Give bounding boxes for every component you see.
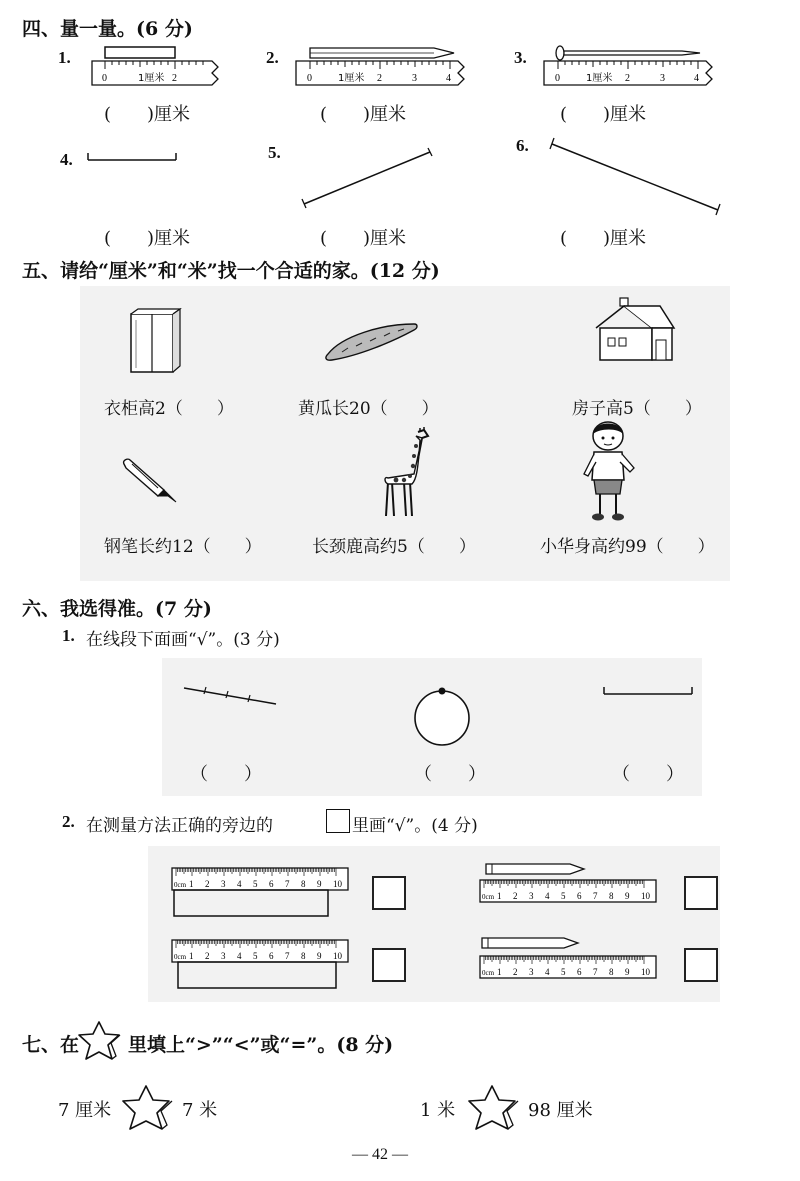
ruler-measure-2	[294, 44, 474, 90]
item-number: 5.	[268, 143, 281, 162]
item-number: 1.	[58, 48, 71, 67]
answer-blank[interactable]: （ ）	[414, 764, 486, 785]
ruler-tick-label: 4	[545, 967, 550, 977]
ruler-tick-label: 0cm	[174, 881, 187, 889]
wardrobe-icon	[128, 308, 184, 378]
ruler-tick-label: 1	[497, 891, 502, 901]
ruler-label: 2	[625, 73, 630, 84]
ruler-label: 0	[307, 73, 312, 84]
answer-blank[interactable]: （ ）	[190, 764, 262, 785]
measure-label[interactable]: 小华身高约99（ ）	[540, 537, 715, 557]
question-number: 1.	[62, 626, 75, 645]
ruler-tick-label: 4	[237, 879, 242, 889]
ruler-label: 3	[412, 73, 417, 84]
broken-segment	[180, 682, 284, 710]
star-answer-slot[interactable]	[118, 1082, 178, 1136]
segment-line	[300, 146, 436, 210]
answer-blank[interactable]: ( )厘米	[104, 228, 191, 249]
ruler-tick-label: 0cm	[174, 953, 187, 961]
ruler-tick-label: 8	[301, 951, 306, 961]
section-5-title: 五、请给“厘米”和“米”找一个合适的家。(12 分)	[22, 260, 440, 282]
ruler-tick-label: 6	[577, 967, 582, 977]
ruler-tick-label: 4	[545, 891, 550, 901]
section-6-title: 六、我选得准。(7 分)	[22, 598, 212, 620]
measure-method-b	[478, 862, 662, 912]
ruler-label: 4	[446, 73, 451, 84]
ruler-tick-label: 2	[513, 891, 518, 901]
answer-blank[interactable]: ( )厘米	[104, 104, 191, 125]
star-answer-slot[interactable]	[464, 1082, 524, 1136]
ruler-tick-label: 9	[317, 951, 322, 961]
answer-blank[interactable]: ( )厘米	[560, 228, 647, 249]
section-7-title-a: 七、在	[22, 1034, 80, 1056]
ruler-tick-label: 3	[529, 891, 534, 901]
segment-line	[600, 684, 696, 698]
ruler-tick-label: 9	[317, 879, 322, 889]
segment-line	[86, 148, 180, 164]
ruler-measure-1	[90, 44, 230, 90]
compare-left: 7 厘米	[58, 1100, 112, 1121]
ruler-tick-label: 7	[285, 879, 290, 889]
ruler-tick-label: 8	[609, 967, 614, 977]
question-text: 在测量方法正确的旁边的	[86, 816, 273, 836]
ruler-tick-label: 8	[609, 891, 614, 901]
ruler-measure-3	[542, 44, 722, 90]
ruler-label: 1厘米	[586, 73, 613, 84]
item-number: 4.	[60, 150, 73, 169]
question-number: 2.	[62, 812, 75, 831]
house-icon	[592, 294, 678, 364]
ruler-tick-label: 2	[205, 879, 210, 889]
item-number: 3.	[514, 48, 527, 67]
ruler-label: 2	[377, 73, 382, 84]
ruler-tick-label: 5	[253, 951, 258, 961]
question-text: 里画“√”。(4 分)	[352, 816, 478, 836]
ruler-tick-label: 10	[333, 879, 342, 889]
answer-checkbox[interactable]	[372, 948, 406, 982]
boy-icon	[574, 418, 646, 524]
ruler-tick-label: 1	[189, 879, 194, 889]
ruler-tick-label: 6	[269, 951, 274, 961]
checkbox-symbol	[326, 809, 350, 833]
ruler-label: 1厘米	[338, 73, 365, 84]
ruler-tick-label: 9	[625, 967, 630, 977]
ruler-tick-label: 7	[593, 967, 598, 977]
ruler-tick-label: 7	[593, 891, 598, 901]
answer-blank[interactable]: ( )厘米	[320, 228, 407, 249]
measure-label[interactable]: 衣柜高2（ ）	[104, 399, 234, 419]
item-number: 6.	[516, 136, 529, 155]
ruler-tick-label: 7	[285, 951, 290, 961]
ruler-label: 4	[694, 73, 699, 84]
ruler-tick-label: 5	[561, 891, 566, 901]
ruler-tick-label: 0cm	[482, 969, 495, 977]
page-number: — 42 —	[352, 1146, 408, 1163]
measure-label[interactable]: 长颈鹿高约5（ ）	[312, 537, 476, 557]
item-number: 2.	[266, 48, 279, 67]
measured-object	[178, 962, 336, 988]
answer-blank[interactable]: （ ）	[612, 764, 684, 785]
section-7-title-b: 里填上“>”“<”或“=”。(8 分)	[128, 1034, 394, 1056]
measured-pencil	[482, 938, 578, 948]
ruler-label: 0	[555, 73, 560, 84]
ruler-tick-label: 10	[333, 951, 342, 961]
measure-label[interactable]: 房子高5（ ）	[572, 399, 702, 419]
ruler-tick-label: 9	[625, 891, 630, 901]
answer-checkbox[interactable]	[684, 876, 718, 910]
compare-left: 1 米	[420, 1100, 456, 1121]
answer-checkbox[interactable]	[684, 948, 718, 982]
measure-method-c	[170, 936, 354, 996]
ruler-tick-label: 4	[237, 951, 242, 961]
measure-method-d	[478, 936, 662, 990]
question-text: 在线段下面画“√”。(3 分)	[86, 630, 280, 650]
section-4-title: 四、量一量。(6 分)	[22, 18, 193, 40]
giraffe-icon	[376, 426, 432, 522]
ruler-tick-label: 1	[497, 967, 502, 977]
ruler-tick-label: 2	[205, 951, 210, 961]
answer-checkbox[interactable]	[372, 876, 406, 910]
measure-label[interactable]: 钢笔长约12（ ）	[104, 537, 262, 557]
ruler-tick-label: 6	[269, 879, 274, 889]
answer-blank[interactable]: ( )厘米	[560, 104, 647, 125]
ruler-label: 0	[102, 73, 107, 84]
ruler-tick-label: 8	[301, 879, 306, 889]
measure-method-a	[170, 864, 354, 924]
ruler-tick-label: 10	[641, 967, 650, 977]
circle-figure	[410, 684, 474, 748]
ruler-label: 1厘米	[138, 73, 165, 84]
measured-pencil	[486, 864, 584, 874]
ruler-tick-label: 2	[513, 967, 518, 977]
ruler-tick-label: 1	[189, 951, 194, 961]
pen-icon	[118, 456, 182, 506]
measured-object	[174, 890, 328, 916]
answer-blank[interactable]: ( )厘米	[320, 104, 407, 125]
ruler-tick-label: 5	[561, 967, 566, 977]
ruler-label: 3	[660, 73, 665, 84]
ruler-tick-label: 3	[221, 879, 226, 889]
ruler-tick-label: 5	[253, 879, 258, 889]
segment-line	[546, 136, 724, 216]
ruler-tick-label: 0cm	[482, 893, 495, 901]
compare-right: 7 米	[182, 1100, 218, 1121]
star-shape-icon	[74, 1018, 124, 1064]
ruler-tick-label: 3	[221, 951, 226, 961]
ruler-tick-label: 10	[641, 891, 650, 901]
ruler-tick-label: 6	[577, 891, 582, 901]
cucumber-icon	[322, 318, 422, 364]
ruler-label: 2	[172, 73, 177, 84]
measure-label[interactable]: 黄瓜长20（ ）	[298, 399, 439, 419]
ruler-tick-label: 3	[529, 967, 534, 977]
compare-right: 98 厘米	[528, 1100, 593, 1121]
